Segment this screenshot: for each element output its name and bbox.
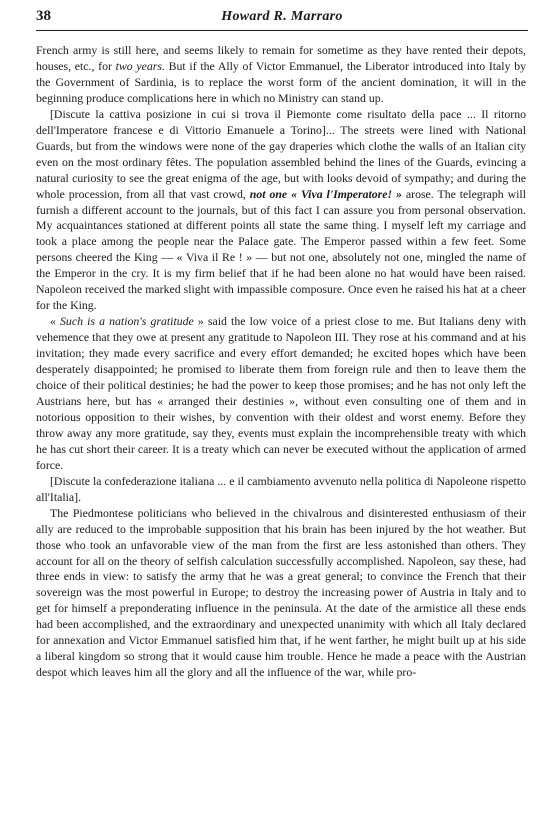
text-segment: not one « Viva l'Imperatore! » (249, 186, 402, 201)
text-segment: two years. (115, 58, 165, 73)
text-segment: [Discute la cattiva posizione in cui si trova il Piemonte come risultato della pace ... Il ritorno dell'Imperatore francese e di Vittorio Emanuele a Torino]... The streets were lined with National Guards, but from the windows were none of the gay draperies which clothe the walls of an Italian city even on the most ordinary fêtes. The population assembled behind the lines of the Guards, evincing a natural curiosity to see the great enigma of the age, but with looks devoid of sympathy; and during the whole procession, from all that vast crowd, (36, 106, 526, 201)
paragraph-1 (36, 43, 526, 107)
running-header (36, 8, 528, 31)
paragraph-4 (36, 474, 526, 506)
running-title: Howard R. Marraro (221, 9, 343, 24)
text-segment: The Piedmontese politicians who believed in the chivalrous and disinterested enthusiasm of their ally are reduced to the improbable supposition that his brain has been injured by the hot weather. But those who took an unfavorable view of the man from the first are less astonished than others. They account for all on the theory of selfish calculation successfully accomplished. Napoleon, say these, had three ends in view: to satisfy the army that he was a great general; to convince the French that their sovereign was the most powerful in Europe; to destroy the increasing power of Austria in Italy and to get for himself a preponderating influence in the peninsula. At the date of the armistice all these ends had been accomplished, and the extraordinary and unexpected unanimity with which all Italy declared for annexation and Victor Emmanuel satisfied him that, if he went farther, he might built up at his side a liberal kingdom so strong that it would cause him trouble. Hence he made a peace with the Austrian despot which leaves him all the glory and all the influence of the war, while pro- (36, 505, 526, 680)
text-segment: « (50, 314, 61, 329)
paragraph-2 (36, 107, 526, 314)
paragraph-5 (36, 506, 526, 681)
body-text (36, 43, 526, 681)
text-segment: arose. The telegraph will furnish a different account to the journals, but of this fact I can assure you from personal observation. My acquaintances stationed at different points all state the same thing. I myself left my carriage and took a place among the people near the Palace gate. The Emperor passed within a few feet. Some persons cheered the King — « Viva il Re ! » — but not one, absolutely not one, mingled the name of the Emperor in the cry. It is my firm belief that if he had been alone no hat would have been raised. Napoleon received the marked slight with impassible composure. Once even he raised his hat at a cheer for the King. (36, 186, 526, 313)
text-segment: But if the Ally of Victor Emmanuel, the Liberator introduced into Italy by the Government of Sardinia, is to replace the worst form of the ancient domination, it will in the beginning produce complications here in which no Ministry can stand up. (36, 58, 526, 105)
text-segment: French army is still here, and seems likely to remain for sometime as they have rented their depots, houses, etc., for (36, 43, 526, 73)
text-segment: » said the low voice of a priest close to me. But Italians deny with vehemence that they owe at present any gratitude to Napoleon III. They rose at his command and at his invitation; they made every sacrifice and every effort demanded; he excited hopes which have been desperately disappointed; he promised to liberate them from foreign rule and then to leave them the choice of their political destinies; he had the power to keep those promises; and he has not only left the Austrians here, but has « arranged their destinies », without even consulting one of them and in notorious opposition to their wishes, by convention with their oldest and worst enemy. Before they throw away any more gratitude, say they, events must explain the incomprehensible treaty with which he has cut short their career. It is a treaty which can never be executed without the application of armed force. (36, 314, 526, 472)
page-number: 38 (36, 8, 51, 24)
text-segment: [Discute la confederazione italiana ... e il cambiamento avvenuto nella politica di Napoleone rispetto all'Italia]. (36, 473, 526, 504)
text-segment: Such is a nation's gratitude (60, 314, 194, 329)
paragraph-3 (36, 314, 526, 474)
